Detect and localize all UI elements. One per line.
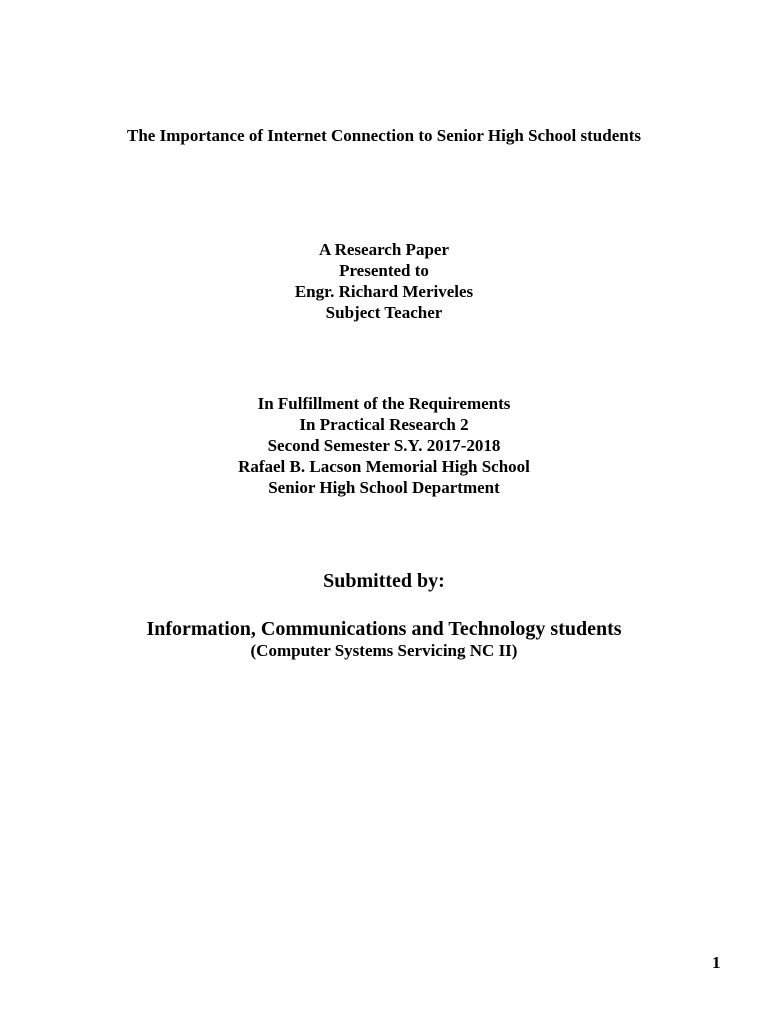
paper-title: The Importance of Internet Connection to Senior High School students (127, 126, 641, 145)
presentation-block (0, 239, 768, 323)
students-group: Information, Communications and Technology students (146, 618, 622, 640)
school-name: Rafael B. Lacson Memorial High School (238, 457, 530, 476)
teacher-name: Engr. Richard Meriveles (294, 282, 474, 301)
course-name: (Computer Systems Servicing NC II) (250, 641, 518, 660)
teacher-role: Subject Teacher (325, 303, 443, 322)
subject-line: In Practical Research 2 (299, 415, 469, 434)
paper-type: A Research Paper (319, 240, 449, 259)
fulfillment-block (0, 393, 768, 498)
submitted-by-label: Submitted by: (323, 570, 445, 592)
semester-line: Second Semester S.Y. 2017-2018 (267, 436, 501, 455)
presented-to-label: Presented to (339, 261, 429, 280)
page-number: 1 (712, 953, 721, 972)
department-name: Senior High School Department (268, 478, 500, 497)
fulfillment-line: In Fulfillment of the Requirements (257, 394, 511, 413)
